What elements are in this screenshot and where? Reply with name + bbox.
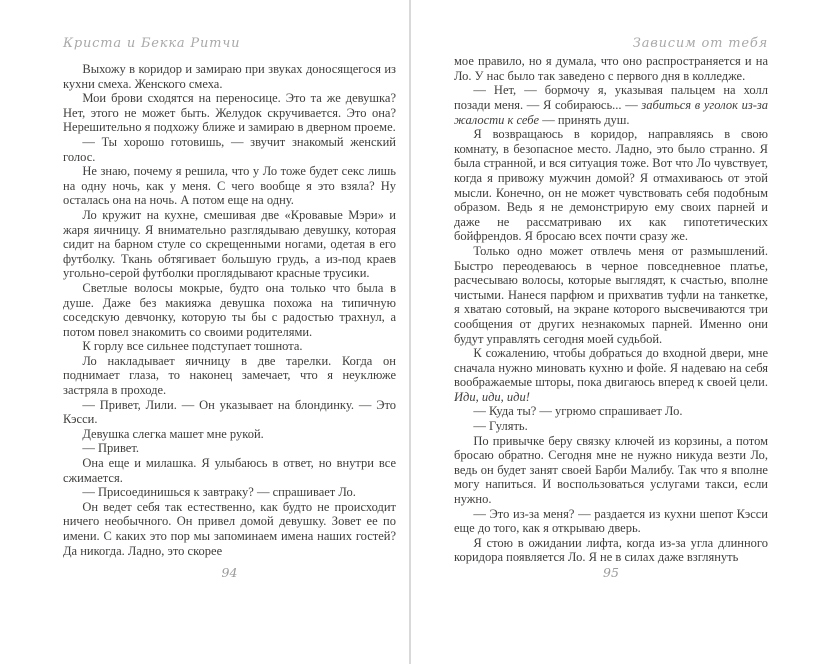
body-text: Выхожу в коридор и замираю при звуках доносящегося из кухни смеха. Женского смеха. [63, 62, 396, 91]
body-text: К горлу все сильнее подступает тошнота. [82, 339, 303, 354]
body-text: мое правило, но я думала, что оно распространяется и на Ло. У нас было так заведено с первого дня в колледже. [454, 54, 768, 83]
body-text: — Гулять. [473, 419, 528, 434]
italic-text: Иди, иди, иди! [454, 389, 530, 404]
paragraph [454, 127, 768, 244]
paragraph [454, 507, 768, 536]
page-number-left: 94 [221, 565, 238, 580]
body-text: — Присоединишься к завтраку? — спрашивает Ло. [82, 485, 356, 500]
page-right [410, 0, 820, 664]
paragraph [63, 208, 396, 281]
paragraph [63, 91, 396, 135]
running-head-title: Зависим от тебя [632, 36, 768, 51]
body-text: Я стою в ожидании лифта, когда из-за угла длинного коридора появляется Ло. Я не в силах даже взглянуть [454, 535, 768, 565]
paragraph [63, 485, 396, 500]
paragraph [454, 434, 768, 507]
page-gutter-divider [409, 0, 411, 664]
body-text: По привычке беру связку ключей из корзины, а потом бросаю обратно. Сегодня мне не нужно никуда везти Ло, ведь он будет занят своей Барби Малибу. Так что я вполне могу напиться. И воспользоваться услугами такси, если нужно. [454, 433, 768, 507]
paragraph [63, 164, 396, 208]
paragraph [454, 54, 768, 83]
paragraph [454, 244, 768, 346]
page-number-right: 95 [603, 565, 619, 580]
paragraph [63, 354, 396, 398]
paragraph [454, 404, 768, 419]
paragraph [454, 83, 768, 127]
text-body-left [63, 62, 396, 558]
body-text: Девушка слегка машет мне рукой. [82, 426, 264, 441]
paragraph [63, 339, 396, 354]
paragraph [63, 398, 396, 427]
body-text: — Ты хорошо готовишь, — звучит знакомый женский голос. [63, 134, 396, 164]
body-text: Я возвращаюсь в коридор, направляясь в свою комнату, в безопасное место. Ладно, это было странно. Я была странной, и вся ситуация тоже. Вот что Ло чувствует, когда я привожу мужчин домой? Я отмахиваюсь от этой мысли. Конечно, он не может чувствовать себя подобным образом. Ведь я не демонстрирую ему своих парней и даже не рассматриваю их как гипотетических бойфрендов. Я бросаю всех почти сразу же. [454, 127, 768, 244]
paragraph [63, 456, 396, 485]
body-text: — Куда ты? — угрюмо спрашивает Ло. [473, 404, 683, 419]
paragraph [63, 427, 396, 442]
paragraph [454, 346, 768, 404]
body-text: Мои брови сходятся на переносице. Это та же девушка? Нет, этого не может быть. Желудок скручивается. Это она? Нерешительно я подхожу ближе и замираю в дверном проеме. [63, 91, 396, 135]
paragraph [63, 62, 396, 91]
italic-text: забиться в уголок из-за жалости к себе [454, 98, 768, 127]
body-text: — Это из-за меня? — раздается из кухни шепот Кэсси еще до того, как я открываю дверь. [454, 506, 768, 536]
paragraph [63, 135, 396, 164]
body-text: Светлые волосы мокрые, будто она только что была в душе. Даже без макияжа девушка похожа на типичную соседскую девчонку, которую ты бы с радостью трахнул, а потом повел знакомить со своими родителями. [63, 280, 396, 339]
paragraph [454, 536, 768, 565]
body-text: Он ведет себя так естественно, как будто не происходит ничего необычного. Он привел домой девушку. Зовет ее по имени. С каких это пор мы запоминаем имена наших гостей? Да никогда. Ладно, это скорее [63, 499, 396, 558]
paragraph [63, 500, 396, 558]
body-text: — Нет, — бормочу я, указывая пальцем на холл позади меня. — Я собираюсь... — [454, 83, 768, 112]
body-text: — Привет, Лили. — Он указывает на блондинку. — Это Кэсси. [63, 397, 396, 427]
body-text: — Привет. [82, 441, 139, 456]
paragraph [63, 281, 396, 339]
body-text: Не знаю, почему я решила, что у Ло тоже будет секс лишь на одну ночь, как у меня. С чего вообще я это взяла? Ну осталась она на ночь. А потом еще на одну. [63, 164, 396, 208]
paragraph [63, 441, 396, 456]
body-text: Ло кружит на кухне, смешивая две «Кровавые Мэри» и жаря яичницу. Я внимательно разглядываю девушку, которая сидит на барном стуле со скрещенными ногами, одетая в его футболку. Ткань обтягивает большую грудь, а из-под краев угольно-серой футболки проглядывают красные трусики. [63, 207, 396, 281]
paragraph [454, 419, 768, 434]
body-text: — принять душ. [539, 112, 630, 127]
body-text: Только одно может отвлечь меня от размышлений. Быстро переодеваюсь в черное повседневное платье, расчесываю волосы, которые выглядят, к счастью, вполне чистыми. Нанеся парфюм и прихватив туфли на танкетке, я хватаю сотовый, на экране которого высвечиваются три сообщения от других незнакомых парней. Именно они будут управлять сегодня моей судьбой. [454, 243, 768, 346]
running-head-author: Криста и Бекка Ритчи [63, 36, 241, 51]
text-body-right [454, 54, 768, 565]
body-text: К сожалению, чтобы добраться до входной двери, мне сначала нужно миновать кухню и фойе. Я надеваю на себя воображаемые шторы, пока двигаюсь вперед к своей цели. [454, 346, 768, 390]
body-text: Ло накладывает яичницу в две тарелки. Когда он поднимает глаза, то наконец замечает, что я неуклюже застряла в проходе. [63, 353, 396, 398]
body-text: Она еще и милашка. Я улыбаюсь в ответ, но внутри все сжимается. [63, 456, 396, 485]
